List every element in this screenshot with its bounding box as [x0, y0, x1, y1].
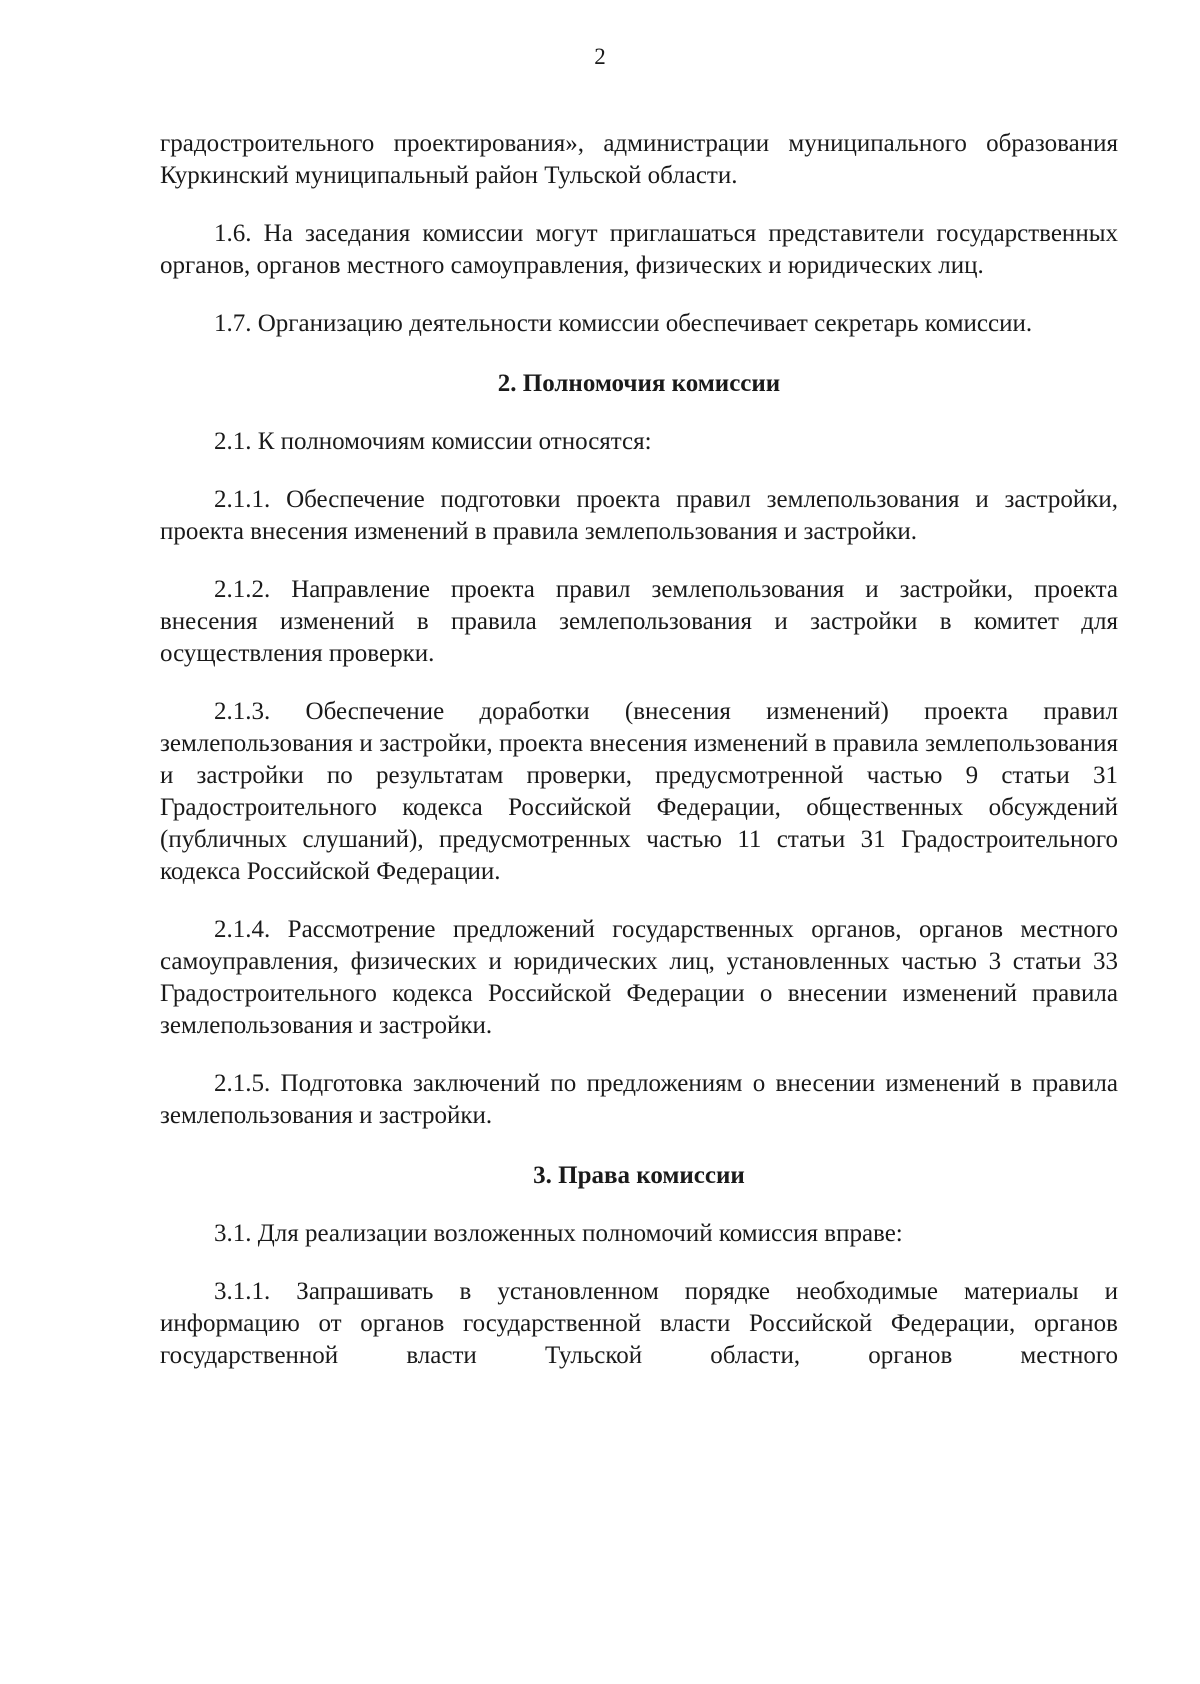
paragraph-2-1-4: 2.1.4. Рассмотрение предложений государственных органов, органов местного самоуправления, физических и юридических лиц, установленных частью 3 статьи 33 Градостроительного кодекса Российской Федерации о внесении изменений правила землепользования и застройки.	[160, 916, 1118, 1039]
paragraph-3-1-1: 3.1.1. Запрашивать в установленном порядке необходимые материалы и информацию от органов государственной власти Российской Федерации, органов государственной власти Тульской области, органов местного	[160, 1278, 1118, 1369]
paragraph-1-6: 1.6. На заседания комиссии могут приглашаться представители государственных органов, органов местного самоуправления, физических и юридических лиц.	[160, 220, 1118, 279]
section-heading-3: 3. Права комиссии	[533, 1162, 745, 1189]
document-body	[160, 128, 1118, 1372]
paragraph-3-1: 3.1. Для реализации возложенных полномочий комиссия вправе:	[214, 1220, 903, 1247]
paragraph-2-1-5: 2.1.5. Подготовка заключений по предложениям о внесении изменений в правила землепользования и застройки.	[160, 1070, 1118, 1129]
paragraph-2-1: 2.1. К полномочиям комиссии относятся:	[214, 428, 652, 455]
paragraph-2-1-3: 2.1.3. Обеспечение доработки (внесения изменений) проекта правил землепользования и застройки, проекта внесения изменений в правила землепользования и застройки по результатам проверки, предусмотренной частью 9 статьи 31 Градостроительного кодекса Российской Федерации, общественных обсуждений (публичных слушаний), предусмотренных частью 11 статьи 31 Градостроительного кодекса Российской Федерации.	[160, 698, 1118, 885]
paragraph-2-1-2: 2.1.2. Направление проекта правил землепользования и застройки, проекта внесения изменений в правила землепользования и застройки в комитет для осуществления проверки.	[160, 576, 1118, 667]
page-number: 2	[594, 44, 606, 69]
paragraph-continuation: градостроительного проектирования», администрации муниципального образования Куркинский муниципальный район Тульской области.	[160, 130, 1118, 189]
paragraph-1-7: 1.7. Организацию деятельности комиссии обеспечивает секретарь комиссии.	[214, 310, 1033, 337]
paragraph-2-1-1: 2.1.1. Обеспечение подготовки проекта правил землепользования и застройки, проекта внесения изменений в правила землепользования и застройки.	[160, 486, 1118, 545]
section-heading-2: 2. Полномочия комиссии	[497, 370, 781, 397]
